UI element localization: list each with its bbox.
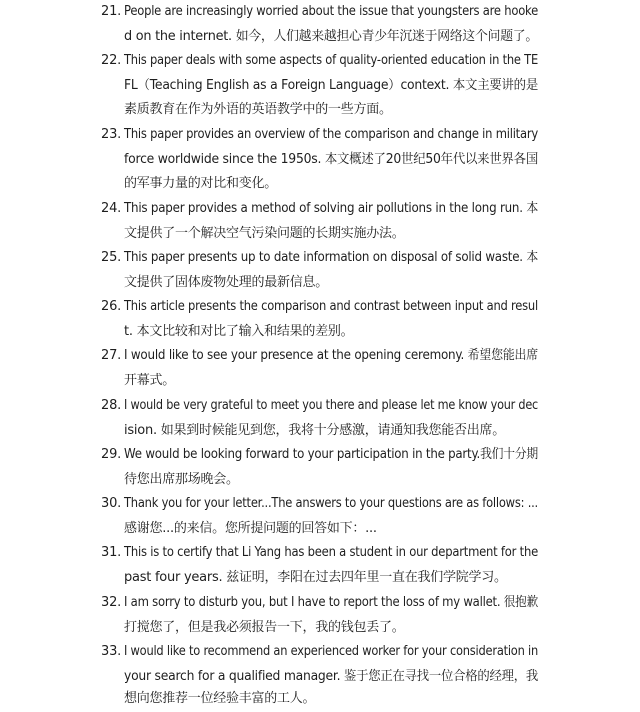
item-text-line: 感谢您...的来信。您所提问题的回答如下：...: [124, 520, 377, 536]
item-number: 23.: [101, 127, 122, 142]
item-number: 31.: [101, 545, 122, 560]
item-number: 29.: [101, 447, 122, 462]
item-text-line: your search for a qualified manager. 鉴于您正在寻找一位合格的经理，我: [124, 668, 539, 684]
item-text-line: FL（Teaching English as a Foreign Language）context. 本文主要讲的是: [124, 77, 538, 93]
item-text-line: force worldwide since the 1950s. 本文概述了20世纪50年代以来世界各国: [124, 151, 539, 167]
item-text-line: This paper provides an overview of the comparison and change in military: [124, 127, 538, 142]
item-text-line: 文提供了一个解决空气污染问题的长期实施办法。: [124, 225, 405, 241]
item-number: 33.: [101, 644, 122, 659]
item-text-line: ision. 如果到时候能见到您，我将十分感激，请通知我您能否出席。: [124, 422, 505, 438]
item-text-line: We would be looking forward to your participation in the party.我们十分期: [124, 447, 539, 462]
item-number: 21.: [101, 4, 122, 19]
item-text-line: This paper provides a method of solving air pollutions in the long run. 本: [124, 201, 538, 216]
item-number: 27.: [101, 348, 122, 363]
item-text-line: 的军事力量的对比和变化。: [124, 176, 278, 192]
item-text-line: This article presents the comparison and contrast between input and resul: [124, 299, 538, 314]
item-text-line: 开幕式。: [124, 372, 176, 388]
item-text-line: This is to certify that Li Yang has been a student in our department for the: [124, 545, 538, 560]
item-text-line: Thank you for your letter...The answers to your questions are as follows: ...: [124, 496, 538, 511]
item-text-line: t. 本文比较和对比了输入和结果的差别。: [124, 323, 354, 339]
item-text-line: I would be very grateful to meet you there and please let me know your dec: [124, 398, 539, 413]
item-text-line: People are increasingly worried about the issue that youngsters are hooke: [124, 4, 539, 19]
item-text-line: This paper presents up to date information on disposal of solid waste. 本: [124, 250, 539, 265]
item-text-line: I would like to recommend an experienced worker for your consideration in: [124, 644, 539, 659]
item-number: 30.: [101, 496, 122, 511]
item-number: 26.: [101, 299, 122, 314]
item-number: 22.: [101, 53, 122, 68]
item-number: 28.: [101, 398, 122, 413]
item-number: 24.: [101, 201, 122, 216]
item-text-line: 待您出席那场晚会。: [124, 471, 239, 487]
item-text-line: past four years. 兹证明，李阳在过去四年里一直在我们学院学习。: [124, 569, 507, 585]
item-text-line: 素质教育在作为外语的英语教学中的一些方面。: [124, 102, 392, 118]
item-text-line: d on the internet. 如今，人们越来越担心青少年沉迷于网络这个问题了。: [124, 28, 538, 44]
item-text-line: 想向您推荐一位经验丰富的工人。: [124, 691, 316, 706]
item-text-line: 文提供了固体废物处理的最新信息。: [124, 274, 329, 290]
item-text-line: I am sorry to disturb you, but I have to report the loss of my wallet. 很抱歉: [124, 595, 538, 610]
item-text-line: This paper deals with some aspects of quality-oriented education in the TE: [124, 53, 539, 68]
item-number: 25.: [101, 250, 122, 265]
item-text-line: I would like to see your presence at the opening ceremony. 希望您能出席: [124, 348, 538, 363]
item-text-line: 打搅您了，但是我必须报告一下，我的钱包丢了。: [124, 619, 405, 635]
item-number: 32.: [101, 595, 122, 610]
